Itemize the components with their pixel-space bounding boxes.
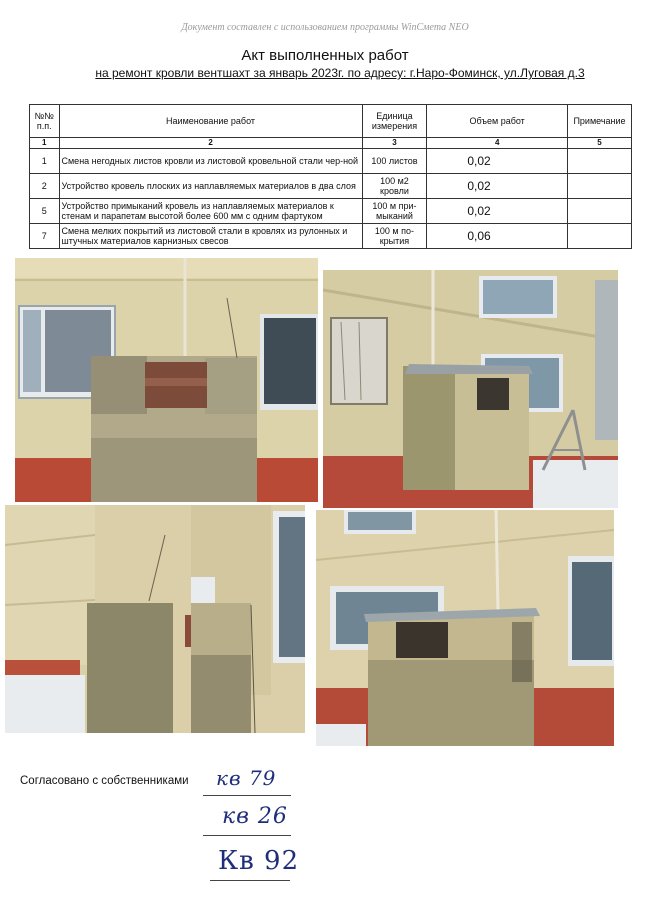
signature-line — [203, 795, 291, 796]
table-row — [30, 199, 632, 224]
row-volume: 0,02 — [427, 199, 568, 224]
row-unit: 100 м2 кровли — [362, 174, 427, 199]
row-name: Устройство примыканий кровель из наплавляемых материалов к стенам и парапетам высотой более 600 мм с одним фартуком — [59, 199, 362, 224]
document-subtitle: на ремонт кровли вентшахт за январь 2023г. по адресу: г.Наро-Фоминск, ул.Луговая д.3 — [95, 66, 585, 80]
header-unit: Единица измерения — [362, 105, 427, 138]
row-volume: 0,02 — [427, 149, 568, 174]
row-num: 1 — [30, 149, 60, 174]
document-title: Акт выполненных работ — [241, 47, 409, 64]
photo-vent-shaft-corner — [5, 505, 305, 733]
table-row — [30, 149, 632, 174]
row-num: 2 — [30, 174, 60, 199]
header-volume: Объем работ — [427, 105, 568, 138]
row-name: Смена негодных листов кровли из листовой кровельной стали чер-ной — [59, 149, 362, 174]
signature-flat-92: Кв 92 — [218, 846, 300, 876]
row-name: Устройство кровель плоских из наплавляемых материалов в два слоя — [59, 174, 362, 199]
index-cell: 4 — [427, 138, 568, 149]
row-num: 7 — [30, 224, 60, 249]
header-num: №№ п.п. — [30, 105, 60, 138]
table-row — [30, 174, 632, 199]
signature-line — [203, 835, 291, 836]
header-name: Наименование работ — [59, 105, 362, 138]
row-num: 5 — [30, 199, 60, 224]
row-note — [568, 149, 632, 174]
row-note — [568, 174, 632, 199]
row-unit: 100 м при-мыканий — [362, 199, 427, 224]
column-index-row — [30, 138, 632, 149]
signature-line — [210, 880, 290, 881]
header-note: Примечание — [568, 105, 632, 138]
photo-vent-shaft-repaired — [316, 510, 614, 746]
row-note — [568, 224, 632, 249]
row-note — [568, 199, 632, 224]
index-cell: 5 — [568, 138, 632, 149]
photo-vent-shaft-front — [15, 258, 318, 502]
row-volume: 0,02 — [427, 174, 568, 199]
table-header-row — [30, 105, 632, 138]
index-cell: 3 — [362, 138, 427, 149]
software-watermark: Документ составлен с использованием программы WinСмета NEO — [181, 22, 469, 33]
index-cell: 1 — [30, 138, 60, 149]
row-unit: 100 м по-крытия — [362, 224, 427, 249]
row-unit: 100 листов — [362, 149, 427, 174]
row-volume: 0,06 — [427, 224, 568, 249]
table-row — [30, 224, 632, 249]
row-name: Смена мелких покрытий из листовой стали в кровлях из рулонных и штучных материалов карнизных свесов — [59, 224, 362, 249]
works-table — [29, 104, 632, 249]
agreement-label: Согласовано с собственниками — [20, 775, 189, 787]
index-cell: 2 — [59, 138, 362, 149]
signature-flat-79: кв 79 — [216, 766, 277, 790]
signature-flat-26: кв 26 — [222, 804, 288, 829]
photo-vent-shaft-side — [323, 270, 618, 508]
